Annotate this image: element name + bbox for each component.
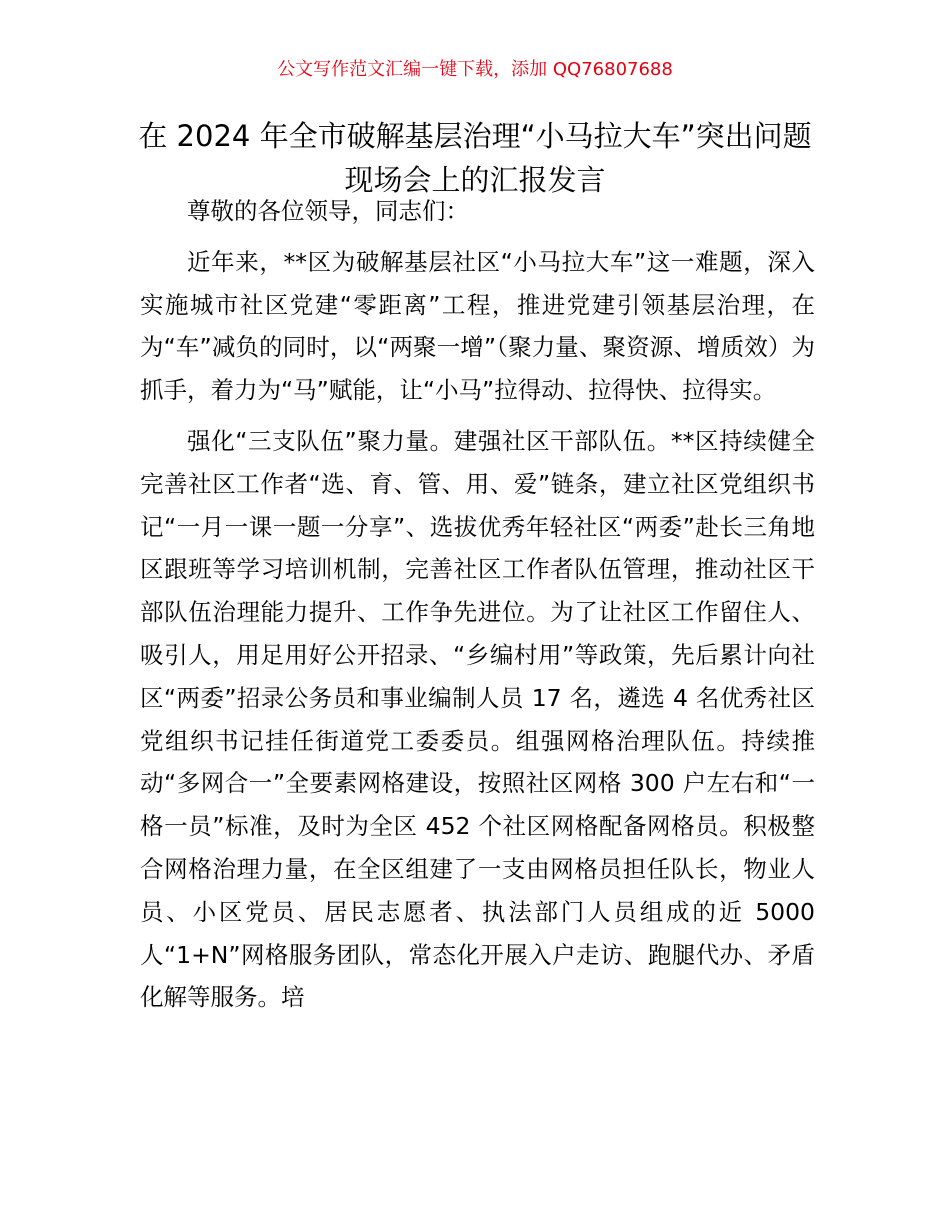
paragraph-team-building: 强化“三支队伍”聚力量。建强社区干部队伍。**区持续健全完善社区工作者“选、育、管、用、爱”链条，建立社区党组织书记“一月一课一题一分享”、选拔优秀年轻社区“两委”赴长三角地区跟班等学习培训机制，完善社区工作者队伍管理，推动社区干部队伍治理能力提升、工作争先进位。为了让社区工作留住人、吸引人，用足用好公开招录、“乡编村用”等政策，先后累计向社区“两委”招录公务员和事业编制人员 17 名，遴选 4 名优秀社区党组织书记挂任街道党工委委员。组强网格治理队伍。持续推动“多网合一”全要素网格建设，按照社区网格 300 户左右和“一格一员”标准，及时为全区 452 个社区网格配备网格员。积极整合网格治理力量，在全区组建了一支由网格员担任队长，物业人员、小区党员、居民志愿者、执法部门人员组成的近 5000 人“1+N”网格服务团队，常态化开展入户走访、跑腿代办、矛盾化解等服务。培	[140, 426, 815, 1012]
paragraph-intro: 近年来，**区为破解基层社区“小马拉大车”这一难题，深入实施城市社区党建“零距离”工程，推进党建引领基层治理，在为“车”减负的同时，以“两聚一增”（聚力量、聚资源、增质效）为抓手，着力为“马”赋能，让“小马”拉得动、拉得快、拉得实。	[140, 247, 815, 405]
salutation: 尊敬的各位领导，同志们：	[187, 197, 469, 225]
document-title: 在 2024 年全市破解基层治理“小马拉大车”突出问题现场会上的汇报发言	[138, 119, 812, 197]
document-body	[140, 190, 815, 1027]
header-download-note: 公文写作范文汇编一键下载，添加 QQ76807688	[277, 59, 673, 80]
